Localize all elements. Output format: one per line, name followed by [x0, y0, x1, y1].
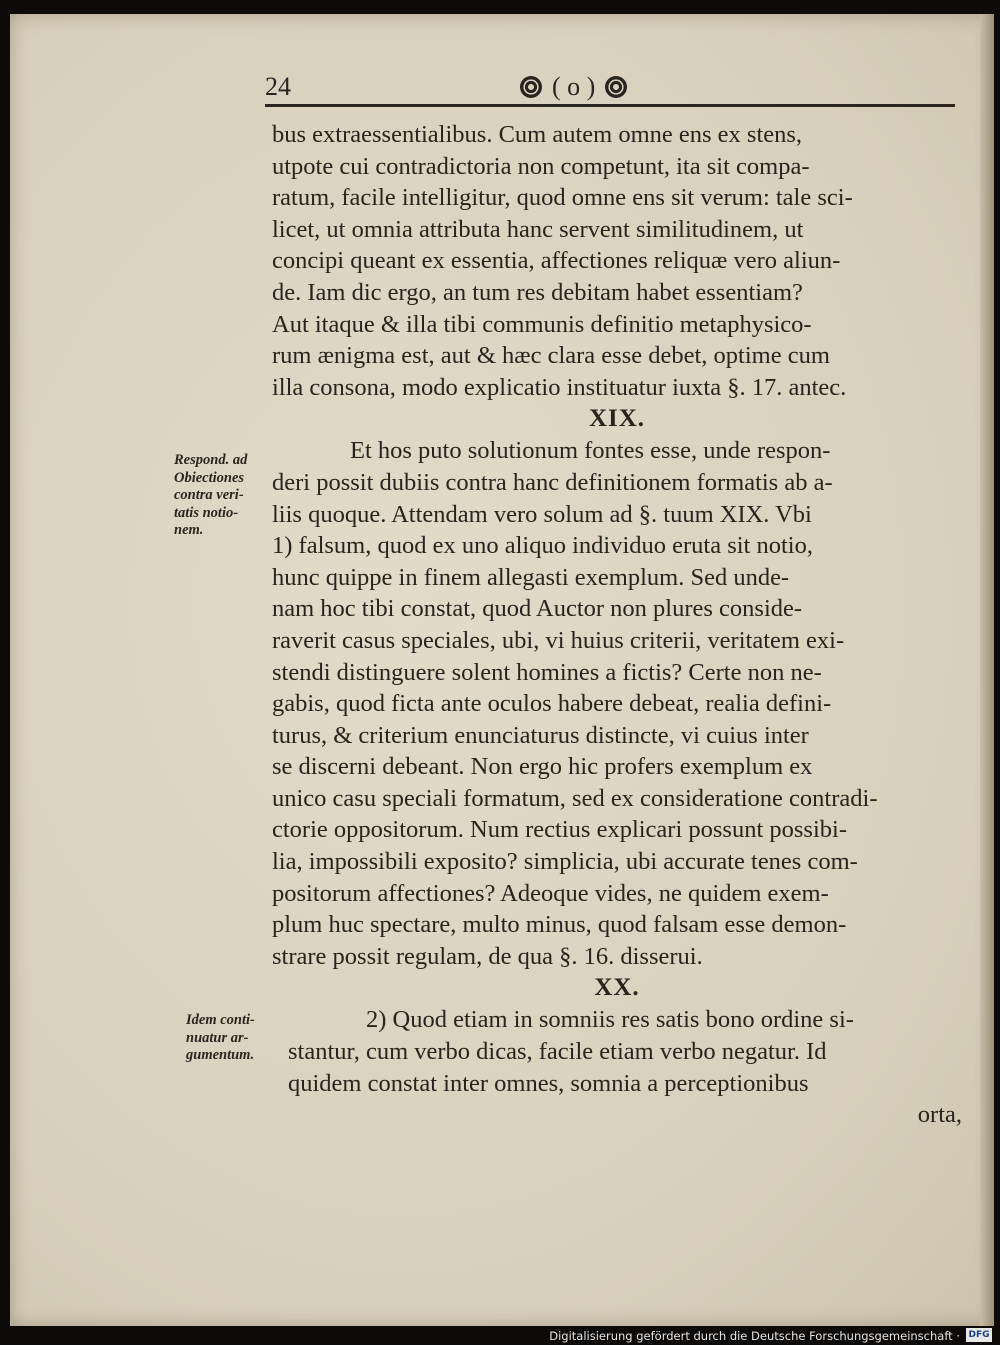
marginal-line: Respond. ad: [174, 452, 248, 468]
text-line: turus, & criterium enunciaturus distincte, vi cuius inter: [272, 721, 809, 749]
text-line: 1) falsum, quod ex uno aliquo individuo eruta sit notio,: [272, 532, 813, 560]
text-line: illa consona, modo explicatio instituatur iuxta §. 17. antec.: [272, 373, 847, 401]
rosette-right-icon: [605, 76, 627, 98]
text-line: unico casu speciali formatum, sed ex consideratione contradi-: [272, 784, 878, 812]
section-heading-xx: XX.: [594, 974, 640, 1002]
text-line: se discerni debeant. Non ergo hic profers exemplum ex: [272, 753, 813, 781]
text-line: hunc quippe in finem allegasti exemplum. Sed unde-: [272, 563, 790, 591]
text-line: ctorie oppositorum. Num rectius explicari possunt possibi-: [272, 816, 847, 844]
text-line: bus extraessentialibus. Cum autem omne ens ex stens,: [272, 121, 803, 148]
text-line: stantur, cum verbo dicas, facile etiam verbo negatur. Id: [288, 1038, 827, 1066]
marginal-line: contra veri-: [174, 487, 244, 503]
footer-bar: [0, 1326, 1000, 1345]
marginal-line: Idem conti-: [186, 1012, 255, 1028]
marginal-line: gumentum.: [186, 1047, 255, 1063]
header-rule: [265, 104, 955, 107]
page-number: 24: [265, 72, 291, 101]
book-page: [10, 14, 994, 1326]
text-line: positorum affectiones? Adeoque vides, ne quidem exem-: [272, 879, 829, 907]
marginal-line: tatis notio-: [174, 504, 239, 521]
text-line: plum huc spectare, multo minus, quod falsam esse demon-: [272, 911, 847, 939]
page-edge: [980, 14, 994, 1326]
text-line: licet, ut omnia attributa hanc servent similitudinem, ut: [272, 215, 804, 243]
text-line: strare possit regulam, de qua §. 16. disserui.: [272, 942, 703, 970]
main-text: [272, 119, 962, 1131]
header-ornament: [520, 72, 627, 102]
text-line: lia, impossibili exposito? simplicia, ubi accurate tenes com-: [272, 848, 858, 876]
funding-credit: Digitalisierung gefördert durch die Deutsche Forschungsgemeinschaft ·: [549, 1329, 960, 1343]
marginal-line: nuatur ar-: [186, 1029, 249, 1046]
marginal-note-idem: [186, 1012, 255, 1065]
text-line: raverit casus speciales, ubi, vi huius criterii, veritatem exi-: [272, 626, 845, 654]
text-line: Aut itaque & illa tibi communis definitio metaphysico-: [272, 310, 812, 338]
text-line: ratum, facile intelligitur, quod omne ens sit verum: tale sci-: [272, 184, 853, 212]
text-line: gabis, quod ficta ante oculos habere debeat, realia defini-: [272, 690, 832, 718]
marginal-line: Obiectiones: [174, 469, 245, 486]
text-line: Et hos puto solutionum fontes esse, unde respon-: [350, 437, 831, 465]
text-line: utpote cui contradictoria non competunt, ita sit compa-: [272, 152, 810, 180]
paragraph-xix: [272, 435, 962, 972]
text-line: quidem constat inter omnes, somnia a perceptionibus: [288, 1069, 809, 1097]
text-line: nam hoc tibi constat, quod Auctor non plures conside-: [272, 595, 803, 623]
dfg-logo: DFG: [966, 1328, 992, 1342]
text-line: deri possit dubiis contra hanc definitionem formatis ab a-: [272, 468, 833, 496]
rosette-left-icon: [520, 76, 542, 98]
text-line: stendi distinguere solent homines a fictis? Certe non ne-: [272, 658, 822, 686]
text-line: liis quoque. Attendam vero solum ad §. tuum XIX. Vbi: [272, 500, 812, 528]
text-line: rum ænigma est, aut & hæc clara esse debet, optime cum: [272, 342, 830, 370]
section-heading-xix: XIX.: [588, 405, 646, 433]
paragraph-xx: [272, 1004, 962, 1130]
text-line: 2) Quod etiam in somniis res satis bono ordine si-: [366, 1006, 854, 1034]
marginal-line: nem.: [174, 522, 204, 538]
header-center-text: ( o ): [552, 72, 596, 101]
marginal-note-respond: [174, 452, 247, 540]
text-line: de. Iam dic ergo, an tum res debitam habet essentiam?: [272, 278, 803, 306]
catchword: orta,: [917, 1101, 962, 1129]
text-line: concipi queant ex essentia, affectiones reliquæ vero aliun-: [272, 247, 841, 275]
paragraph-top: [272, 119, 962, 403]
